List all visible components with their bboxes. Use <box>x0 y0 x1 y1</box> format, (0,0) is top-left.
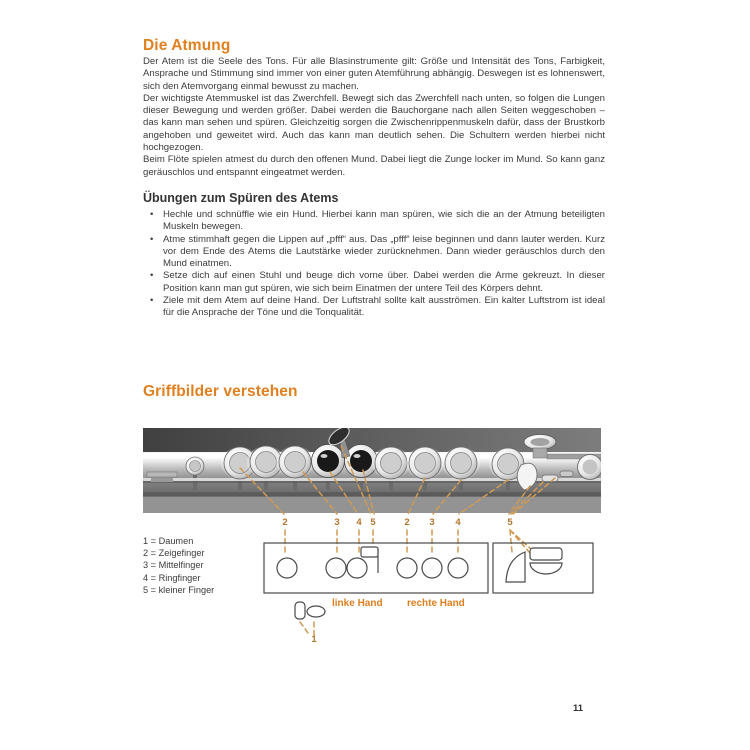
subheading-uebungen: Übungen zum Spüren des Atems <box>143 191 339 205</box>
finger-number-rh5: 5 <box>507 517 513 528</box>
exercise-list <box>148 209 605 320</box>
finger-number-rh2: 2 <box>404 517 410 528</box>
paragraph: Der Atem ist die Seele des Tons. Für alle Blasinstrumente gilt: Größe und Intensität des Tons, Farbigkeit, Ansprache und Stimmung sind immer von einer guten Atemführung abhängig. Deswegen ist es lohnenswert, sich den Atemvorgang einmal bewusst zu machen. <box>143 56 605 92</box>
right-hand-label: rechte Hand <box>407 598 465 609</box>
left-hand-label: linke Hand <box>332 598 383 609</box>
finger-legend <box>143 535 214 596</box>
leader-lines-diagram <box>285 530 536 635</box>
paragraph: Der wichtigste Atemmuskel ist das Zwerchfell. Bewegt sich das Zwerchfell nach unten, so folgen die Lungen dieser Bewegung und werden größer. Dabei werden die Bauchorgane nach allen Seiten weggeschoben – das kann man sehen und spüren. Gleichzeitig sorgen die Zwischenrippenmuskeln dafür, dass der Brustkorb angehoben und geweitet wird. Auch das kann man deutlich sehen. Die Schultern werden hierbei nicht hochgezogen. <box>143 92 605 154</box>
finger-number-lh3: 3 <box>334 517 340 528</box>
legend-item: 4 = Ringfinger <box>143 572 201 583</box>
section-title-griffbilder: Griffbilder verstehen <box>143 383 298 400</box>
legend-item: 1 = Daumen <box>143 536 194 546</box>
legend-item: 5 = kleiner Finger <box>143 584 215 595</box>
finger-number-lh2: 2 <box>282 517 288 528</box>
thumb-key-symbol <box>295 602 325 619</box>
legend-item: 2 = Zeigefinger <box>143 548 205 559</box>
section-title-atmung: Die Atmung <box>143 37 231 54</box>
finger-number-rh3: 3 <box>429 517 435 528</box>
list-item: • Atme stimmhaft gegen die Lippen auf „pfff“ aus. Das „pfff“ leise beginnen und dann lauter werden. Kurz vor dem Ende des Atems die Lautstärke wieder zurücknehmen. Dann wieder geräuschlos durch den Mund einatmen. <box>148 234 605 271</box>
finger-hole-circles <box>277 558 468 578</box>
list-item: • Ziele mit dem Atem auf deine Hand. Der Luftstrahl sollte kalt ausströmen. Ein kalter Luftstrom ist ideal für die Ansprache der Töne und die Tonqualität. <box>148 295 605 320</box>
pinky-key-symbols <box>506 548 562 582</box>
legend-item: 3 = Mittelfinger <box>143 560 204 571</box>
finger-number-lh5: 5 <box>370 517 376 528</box>
page-number: 11 <box>573 703 584 714</box>
finger-number-rh4: 4 <box>455 517 461 528</box>
finger-number-thumb: 1 <box>311 634 317 645</box>
finger-number-lh4: 4 <box>356 517 362 528</box>
list-item: • Hechle und schnüffle wie ein Hund. Hierbei kann man spüren, wie sich die an der Atmung beteiligten Muskeln bewegen. <box>148 209 605 234</box>
paragraph: Beim Flöte spielen atmest du durch den offenen Mund. Dabei liegt die Zunge locker im Mund. So kann ganz geräuschlos und entspannt eingeatmet werden. <box>143 154 605 178</box>
atmung-paragraphs <box>143 56 605 179</box>
list-item: • Setze dich auf einen Stuhl und beuge dich vorne über. Dabei werden die Arme gekreuzt. In dieser Position kann man gut spüren, wie sich beim Einatmen der untere Teil des Körpers dehnt. <box>148 270 605 295</box>
leader-lines-photo <box>240 446 555 514</box>
